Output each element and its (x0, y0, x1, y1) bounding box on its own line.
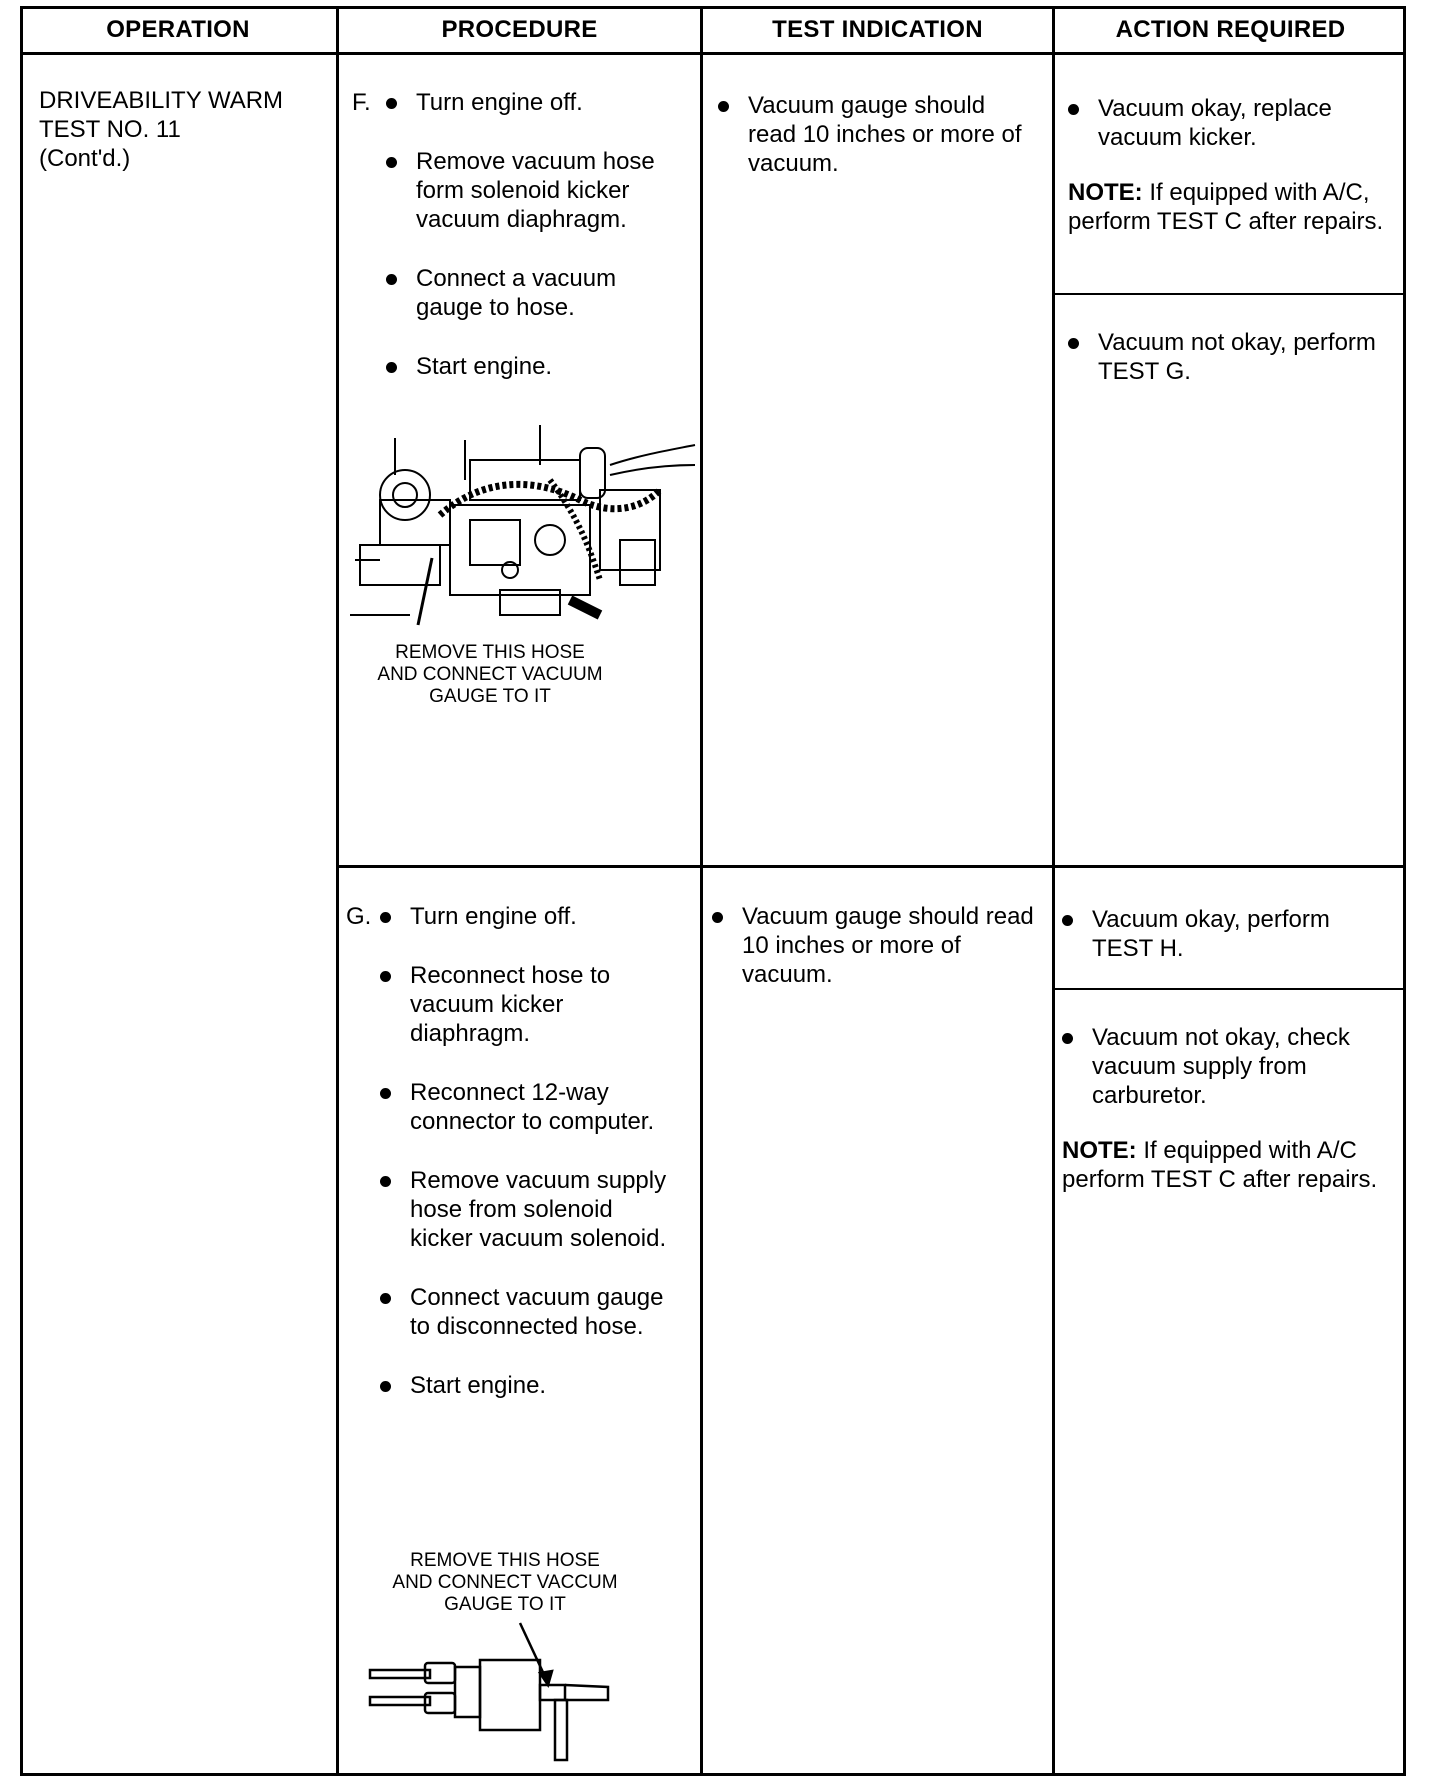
action-f-ok (1068, 94, 1393, 236)
step-text: Turn engine off. (416, 89, 583, 116)
caption-line: GAUGE TO IT (429, 686, 551, 707)
action-item: Vacuum not okay, check vacuum supply from carburetor. (1062, 1023, 1392, 1110)
column-divider (1052, 6, 1055, 1776)
note-text: If equipped with A/C perform TEST C after repairs. (1062, 1137, 1378, 1193)
note-label: NOTE: (1068, 179, 1143, 206)
caption-line: REMOVE THIS HOSE (395, 642, 585, 663)
step-g-lead (346, 902, 686, 931)
caption-line: AND CONNECT VACCUM (392, 1572, 618, 1593)
column-divider (336, 6, 339, 1776)
action-item: Vacuum okay, replace vacuum kicker. (1068, 94, 1393, 152)
solenoid-illustration (360, 1615, 620, 1765)
note-label: NOTE: (1062, 1137, 1137, 1164)
step-f-lead (352, 88, 687, 117)
procedure-g (346, 902, 686, 1430)
indication-g (712, 902, 1038, 1019)
indication-item: Vacuum gauge should read 10 inches or more of vacuum. (712, 902, 1038, 989)
header-procedure: PROCEDURE (441, 16, 598, 43)
step-item: Start engine. (380, 1371, 670, 1400)
figure-caption (365, 1550, 645, 1616)
step-letter: G. (346, 903, 372, 930)
header-operation: OPERATION (106, 16, 250, 43)
bullet-icon (386, 98, 397, 109)
note (1062, 1136, 1392, 1194)
step-item: Remove vacuum hose form solenoid kicker vacuum diaphragm. (386, 147, 676, 234)
indication-f (718, 91, 1038, 208)
caption-line: GAUGE TO IT (444, 1594, 566, 1615)
action-f-not-ok (1068, 328, 1393, 416)
step-item: Reconnect hose to vacuum kicker diaphragm. (380, 961, 670, 1048)
action-g-not-ok (1062, 1023, 1392, 1194)
step-item: Start engine. (386, 352, 676, 381)
action-divider (1052, 293, 1406, 295)
indication-item: Vacuum gauge should read 10 inches or more of vacuum. (718, 91, 1038, 178)
bullet-icon (380, 912, 391, 923)
action-item: Vacuum okay, perform TEST H. (1062, 905, 1392, 963)
note-text: If equipped with A/C, perform TEST C after repairs. (1068, 179, 1384, 235)
operation-title: DRIVEABILITY WARM (39, 87, 284, 114)
action-item: Vacuum not okay, perform TEST G. (1068, 328, 1393, 386)
operation-test-number: TEST NO. 11 (39, 116, 181, 143)
caption-line: REMOVE THIS HOSE (410, 1550, 600, 1571)
note (1068, 178, 1393, 236)
header-test-indication: TEST INDICATION (772, 16, 983, 43)
diagnostic-table (20, 6, 1406, 1776)
action-g-ok (1062, 905, 1392, 993)
operation-continued: (Cont'd.) (39, 145, 131, 172)
step-item: Connect vacuum gauge to disconnected hose. (380, 1283, 670, 1341)
figure-caption (340, 642, 640, 708)
carburetor-illustration (350, 420, 700, 640)
step-item: Remove vacuum supply hose from solenoid kicker vacuum solenoid. (380, 1166, 670, 1253)
step-item: Connect a vacuum gauge to hose. (386, 264, 676, 322)
column-divider (700, 6, 703, 1776)
procedure-f (352, 88, 687, 411)
step-item: Reconnect 12-way connector to computer. (380, 1078, 670, 1136)
caption-line: AND CONNECT VACUUM (377, 664, 603, 685)
step-letter: F. (352, 89, 371, 116)
row-divider (336, 865, 1406, 868)
step-text: Turn engine off. (410, 903, 577, 930)
operation-cell (39, 86, 329, 173)
header-action-required: ACTION REQUIRED (1115, 16, 1346, 43)
